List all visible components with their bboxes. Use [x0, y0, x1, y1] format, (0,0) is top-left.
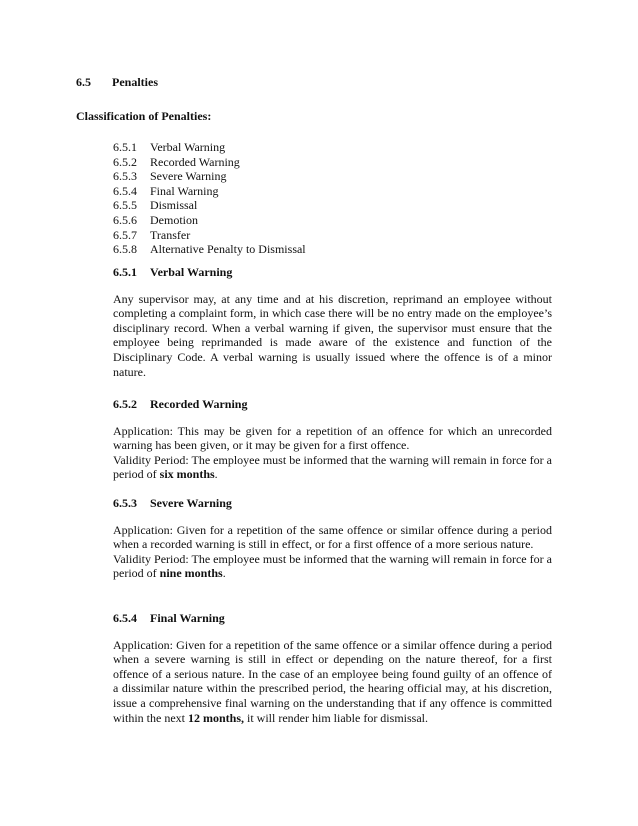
list-item-number: 6.5.4 — [113, 183, 137, 198]
application-duration: 12 months, — [188, 710, 245, 725]
list-item-label: Demotion — [150, 212, 198, 227]
list-item — [113, 228, 306, 243]
penalty-list — [113, 140, 306, 257]
list-item — [113, 213, 306, 228]
validity-text: Validity Period: The employee must be informed that the warning will remain in force for a period of — [113, 551, 552, 581]
subsection-recorded-warning — [113, 397, 552, 482]
subsection-title: Recorded Warning — [150, 397, 248, 411]
validity-duration: nine months — [159, 566, 223, 581]
list-item-number: 6.5.6 — [113, 212, 137, 227]
list-item-label: Verbal Warning — [150, 140, 226, 154]
application-paragraph: Application: This may be given for a repetition of an offence for which an unrecorded warning has been given, or it may be given for a first offence. — [113, 423, 552, 453]
section-title: Penalties — [112, 75, 158, 89]
subsection-heading — [113, 397, 552, 412]
subsection-number: 6.5.2 — [113, 397, 137, 411]
subsection-number: 6.5.4 — [113, 611, 137, 625]
subsection-verbal-warning — [113, 265, 552, 379]
application-end: it will render him liable for dismissal. — [244, 710, 428, 725]
validity-text: Validity Period: The employee must be informed that the warning will remain in force for a period of — [113, 452, 552, 482]
subsection-number: 6.5.3 — [113, 496, 137, 510]
list-item — [113, 155, 306, 170]
validity-end: . — [214, 467, 218, 482]
list-item — [113, 184, 306, 199]
validity-duration: six months — [159, 467, 215, 482]
application-paragraph: Application: Given for a repetition of the same offence or similar offence during a period when a recorded warning is still in effect, or for a first offence of a more serious nature. — [113, 522, 552, 552]
list-item-number: 6.5.5 — [113, 198, 137, 213]
validity-paragraph — [113, 453, 552, 482]
list-item-label: Severe Warning — [150, 169, 227, 184]
validity-end: . — [222, 566, 226, 581]
subsection-title: Severe Warning — [150, 496, 232, 510]
list-item — [113, 169, 306, 184]
list-item — [113, 140, 306, 155]
subsection-title: Final Warning — [150, 611, 225, 625]
list-item-label: Transfer — [150, 227, 191, 242]
subsection-heading — [113, 265, 552, 280]
list-item — [113, 198, 306, 213]
list-item-number: 6.5.3 — [113, 169, 137, 184]
list-item-label: Dismissal — [150, 198, 198, 213]
subsection-title: Verbal Warning — [150, 265, 233, 279]
list-item-label: Alternative Penalty to Dismissal — [150, 242, 306, 257]
subsection-final-warning — [113, 611, 552, 725]
application-paragraph — [113, 638, 552, 726]
subsection-number: 6.5.1 — [113, 265, 137, 279]
validity-paragraph — [113, 552, 552, 581]
application-text: Application: Given for a repetition of the same offence or a similar offence during a period when a severe warning is still in effect or depending on the nature thereof, for a first offence of a serious nature. In the case of an employee being found guilty of an offence of a dissimilar nature within the prescribed period, the hearing official may, at his discretion, issue a comprehensive final warning on the understanding that if any offence is committed within the next — [113, 637, 552, 725]
list-item — [113, 242, 306, 257]
list-item-number: 6.5.7 — [113, 227, 137, 242]
subsection-severe-warning — [113, 496, 552, 581]
subsection-heading — [113, 496, 552, 511]
list-item-number: 6.5.2 — [113, 154, 137, 169]
list-item-label: Recorded Warning — [150, 154, 240, 169]
list-item-label: Final Warning — [150, 183, 219, 198]
subsection-body: Any supervisor may, at any time and at his discretion, reprimand an employee without completing a complaint form, in which case there will be no entry made on the employee’s disciplinary record. When a verbal warning if given, the supervisor must ensure that the employee being reprimanded is made aware of the existence and function of the Disciplinary Code. A verbal warning is usually issued where the offence is of a minor nature. — [113, 291, 552, 379]
list-item-number: 6.5.8 — [113, 242, 137, 257]
subsection-heading — [113, 611, 552, 626]
section-number: 6.5 — [76, 75, 91, 89]
list-item-number: 6.5.1 — [113, 140, 137, 154]
classification-heading: Classification of Penalties: — [76, 109, 212, 123]
section-heading — [76, 75, 158, 90]
